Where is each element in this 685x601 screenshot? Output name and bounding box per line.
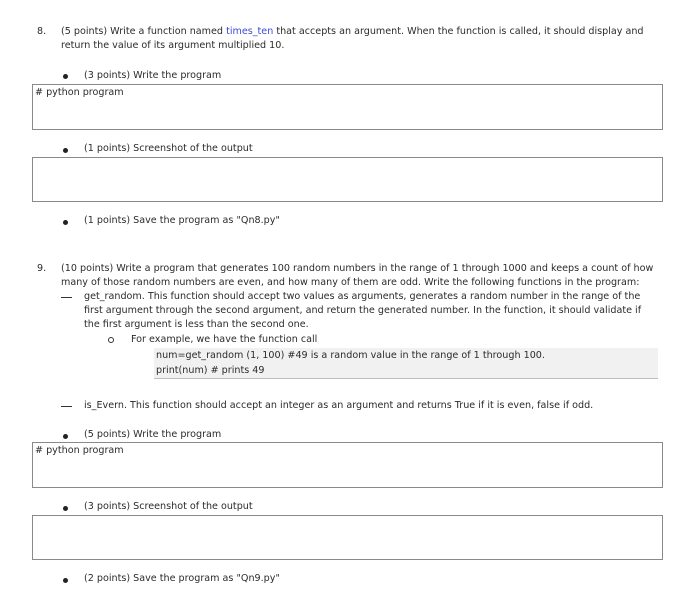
- hollow-bullet-icon: [108, 337, 114, 343]
- q8-program-answer-box[interactable]: [32, 84, 663, 130]
- question-8-text-pre: (5 points) Write a function named: [61, 26, 227, 37]
- q8-screenshot-answer-box[interactable]: [32, 157, 663, 202]
- question-9-line-2: many of those random numbers are even, and how many of them are odd. Write the following functions in the program:: [61, 277, 640, 288]
- code-line-1: num=get_random (1, 100) #49 is a random value in the range of 1 through 100.: [156, 350, 545, 361]
- bullet-icon: [63, 506, 68, 511]
- q9-screenshot-answer-box[interactable]: [32, 515, 663, 560]
- q9-program-box-label: # python program: [35, 445, 124, 456]
- question-8-line-1: [61, 25, 644, 38]
- bullet-icon: [63, 434, 68, 439]
- q9-part-screenshot: (3 points) Screenshot of the output: [84, 501, 253, 512]
- q9-part-write-program: (5 points) Write the program: [84, 429, 222, 440]
- get-random-line-1: get_random. This function should accept two values as arguments, generates a random number in the range of the: [84, 291, 641, 302]
- get-random-line-2: first argument through the second argument, and return the generated number. In the function, it should validate if: [84, 305, 642, 316]
- function-name-times-ten: times_ten: [226, 26, 274, 37]
- question-8-line-2: return the value of its argument multiplied 10.: [61, 40, 285, 51]
- q8-part-screenshot: (1 points) Screenshot of the output: [84, 143, 253, 154]
- bullet-icon: [63, 148, 68, 153]
- question-8-number: 8.: [37, 26, 47, 37]
- bullet-icon: [63, 578, 68, 583]
- q9-program-answer-box[interactable]: [32, 442, 663, 488]
- question-9-number: 9.: [37, 263, 47, 274]
- bullet-icon: [63, 74, 68, 79]
- question-9-line-1: (10 points) Write a program that generates 100 random numbers in the range of 1 through 1000 and keeps a count of how: [61, 263, 654, 274]
- dash-bullet-icon: [61, 297, 72, 298]
- q9-part-save: (2 points) Save the program as "Qn9.py": [84, 573, 280, 584]
- example-label: For example, we have the function call: [131, 334, 318, 345]
- dash-bullet-icon: [61, 406, 72, 407]
- q8-part-write-program: (3 points) Write the program: [84, 70, 222, 81]
- code-line-2: print(num) # prints 49: [156, 365, 265, 376]
- bullet-icon: [63, 220, 68, 225]
- get-random-line-3: the first argument is less than the second one.: [84, 319, 309, 330]
- q8-part-save: (1 points) Save the program as "Qn8.py": [84, 215, 280, 226]
- question-8-text-post: that accepts an argument. When the function is called, it should display and: [273, 26, 644, 37]
- is-even-description: is_Evern. This function should accept an integer as an argument and returns True if it is even, false if odd.: [84, 400, 594, 411]
- q8-program-box-label: # python program: [35, 87, 124, 98]
- example-code-block: [154, 348, 658, 379]
